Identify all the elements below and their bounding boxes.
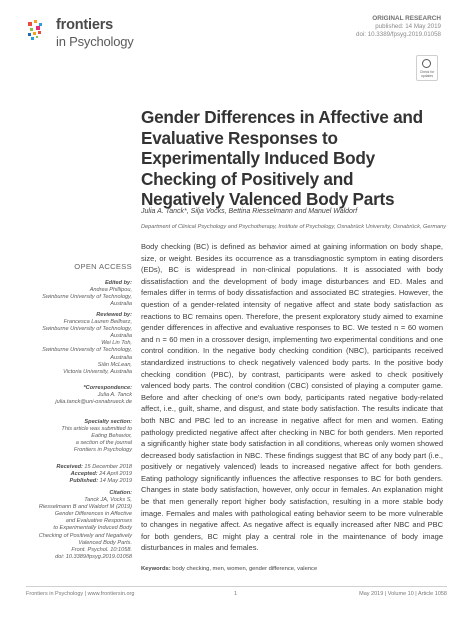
reviewer-line[interactable]: Francesca Lauren Beilharz, bbox=[63, 319, 132, 326]
citation-line: and Evaluative Responses bbox=[65, 518, 132, 525]
reviewer-line[interactable]: Siân McLean, bbox=[97, 361, 132, 368]
frontiers-logo[interactable] bbox=[26, 16, 136, 50]
reviewed-by-section bbox=[42, 312, 132, 376]
title-line: Experimentally Induced Body bbox=[141, 148, 375, 168]
specialty-section bbox=[61, 419, 132, 454]
article-title bbox=[141, 107, 441, 210]
reviewer-line: Australia bbox=[110, 333, 132, 340]
author-list[interactable]: Julia A. Tanck*, Silja Vocks, Bettina Riesselmann and Manuel Waldorf bbox=[141, 208, 358, 215]
reviewer-line: Australia bbox=[110, 354, 132, 361]
reviewer-line: Swinburne University of Technology, bbox=[42, 326, 132, 333]
citation-line: to Experimentally Induced Body bbox=[53, 525, 132, 532]
edited-by-heading: Edited by: bbox=[104, 280, 132, 286]
open-access-label: OPEN ACCESS bbox=[74, 262, 132, 271]
citation-doi[interactable]: doi: 10.3389/fpsyg.2019.01058 bbox=[55, 553, 132, 560]
title-line: Negatively Valenced Body Parts bbox=[141, 189, 395, 209]
reviewer-line[interactable]: Wei Lin Toh, bbox=[101, 340, 132, 347]
citation-heading: Citation: bbox=[109, 490, 132, 496]
abstract-text: Body checking (BC) is defined as behavior aimed at gaining information on body shape, size, or weight. Besides its occurrence as a transdiagnostic symptom in eating disorders (EDs), BC is widespread in non-clinical populations. It is associated with body dissatisfaction and the development of body image disturbances and ED. Males and females differ in terms of body dissatisfaction and associated BC strategies. However, the question of a gender-related intensity of negative affect and state body satisfaction as reactions to BC remains open. Therefore, the present exploratory study aimed to examine gender differences in affective and evaluative responses to BC. We tested n = 60 women and n = 60 men in a crossover design, implementing two experimental conditions and one control condition. In the negative body checking condition (NBC), participants received standardized instructions to check negatively valenced body parts. In the positive body checking condition (PBC), by contrast, participants were asked to check positively valenced body parts. The control condition (CBC) consisted of playing a computer game. Before and after checking of one's own body, participants rated negative body-related affect, i.e., guilt, shame, and disgust, and state body satisfaction. The results indicate that both NBC and PBC led to an increase in negative affect for men and women. Eating pathology predicted negative affect after checking in NBC for both genders. Men reported a significantly higher state body satisfaction in all conditions, whereas only women showed decreased body satisfaction in NBC. These findings suggest that BC of any body part (i.e., positively or negatively valenced) leads to increased negative affect for both genders. Eating pathology significantly influences the affective responses to BC for both genders. Changes in state body satisfaction, however, only occur in females. An explanation might be that men generally report higher body satisfaction, resulting in a more stable body image. Females and males with pathological eating behavior seem to be more vulnerable to changes in negative affect. As negative affect is equally increased after NBC and PBC for both genders, BC might play a central role in the maintenance of body image disturbances in males and females. bbox=[141, 242, 443, 553]
page-number: 1 bbox=[234, 591, 238, 597]
citation-line: Tanck JA, Vocks S, bbox=[84, 497, 132, 504]
crossmark-label: Check for updates bbox=[419, 70, 435, 78]
editor-line: Australia bbox=[110, 301, 132, 308]
keywords-text: body checking, men, women, gender difference, valence bbox=[172, 566, 318, 572]
footer-journal-link[interactable]: Frontiers in Psychology | www.frontiersin.org bbox=[26, 591, 135, 597]
specialty-heading: Specialty section: bbox=[84, 419, 132, 425]
crossmark-icon bbox=[422, 59, 431, 68]
brand-name: frontiers bbox=[56, 17, 114, 33]
reviewer-line: Swinburne University of Technology, bbox=[42, 347, 132, 354]
published-date: published: 14 May 2019 bbox=[375, 23, 441, 30]
affiliation: Department of Clinical Psychology and Psychotherapy, Institute of Psychology, Osnabrück University, Osnabrück, Germany bbox=[141, 224, 446, 230]
specialty-line: This article was submitted to bbox=[61, 426, 132, 433]
citation-line: Riesselmann B and Waldorf M (2019) bbox=[38, 504, 132, 511]
title-line: Gender Differences in Affective and bbox=[141, 107, 423, 127]
article-doi[interactable]: doi: 10.3389/fpsyg.2019.01058 bbox=[356, 31, 441, 38]
footer-volume-info: May 2019 | Volume 10 | Article 1058 bbox=[359, 591, 447, 597]
title-line: Checking of Positively and bbox=[141, 168, 354, 189]
edited-by-section bbox=[42, 280, 132, 308]
published-date-sidebar: Published: 14 May 2019 bbox=[69, 478, 132, 485]
journal-name: in Psychology bbox=[56, 34, 134, 49]
citation-line: Front. Psychol. 10:1058. bbox=[71, 546, 132, 553]
dates-section bbox=[56, 464, 132, 485]
keywords-label: Keywords: bbox=[141, 566, 171, 572]
correspondence-line: Julia A. Tanck bbox=[97, 392, 132, 399]
reviewed-by-heading: Reviewed by: bbox=[96, 312, 132, 318]
citation-section bbox=[39, 490, 132, 561]
received-date: Received: 15 December 2018 bbox=[56, 464, 132, 470]
footer-divider bbox=[26, 586, 447, 587]
article-meta bbox=[356, 15, 441, 39]
editor-line: Swinburne University of Technology, bbox=[42, 294, 132, 301]
correspondence-heading: *Correspondence: bbox=[83, 385, 132, 391]
accepted-date: Accepted: 24 April 2019 bbox=[70, 471, 132, 478]
frontiers-logo-icon bbox=[26, 19, 50, 43]
citation-line: Checking of Positively and Negatively bbox=[38, 532, 132, 539]
title-line: Evaluative Responses to bbox=[141, 127, 338, 148]
check-for-updates-badge[interactable] bbox=[416, 55, 438, 81]
article-type: ORIGINAL RESEARCH bbox=[372, 15, 441, 22]
specialty-line[interactable]: Frontiers in Psychology bbox=[73, 447, 132, 454]
citation-line: Valenced Body Parts. bbox=[78, 539, 132, 546]
correspondence-section bbox=[55, 385, 132, 406]
reviewer-line: Victoria University, Australia bbox=[63, 368, 132, 375]
specialty-line[interactable]: Eating Behavior, bbox=[91, 433, 132, 440]
specialty-line: a section of the journal bbox=[75, 440, 132, 447]
editor-line[interactable]: Andrea Phillipou, bbox=[89, 287, 132, 294]
keywords bbox=[141, 566, 317, 572]
correspondence-email[interactable]: julia.tanck@uni-osnabrueck.de bbox=[55, 399, 132, 406]
citation-line: Gender Differences in Affective bbox=[54, 511, 132, 518]
abstract bbox=[141, 241, 443, 554]
